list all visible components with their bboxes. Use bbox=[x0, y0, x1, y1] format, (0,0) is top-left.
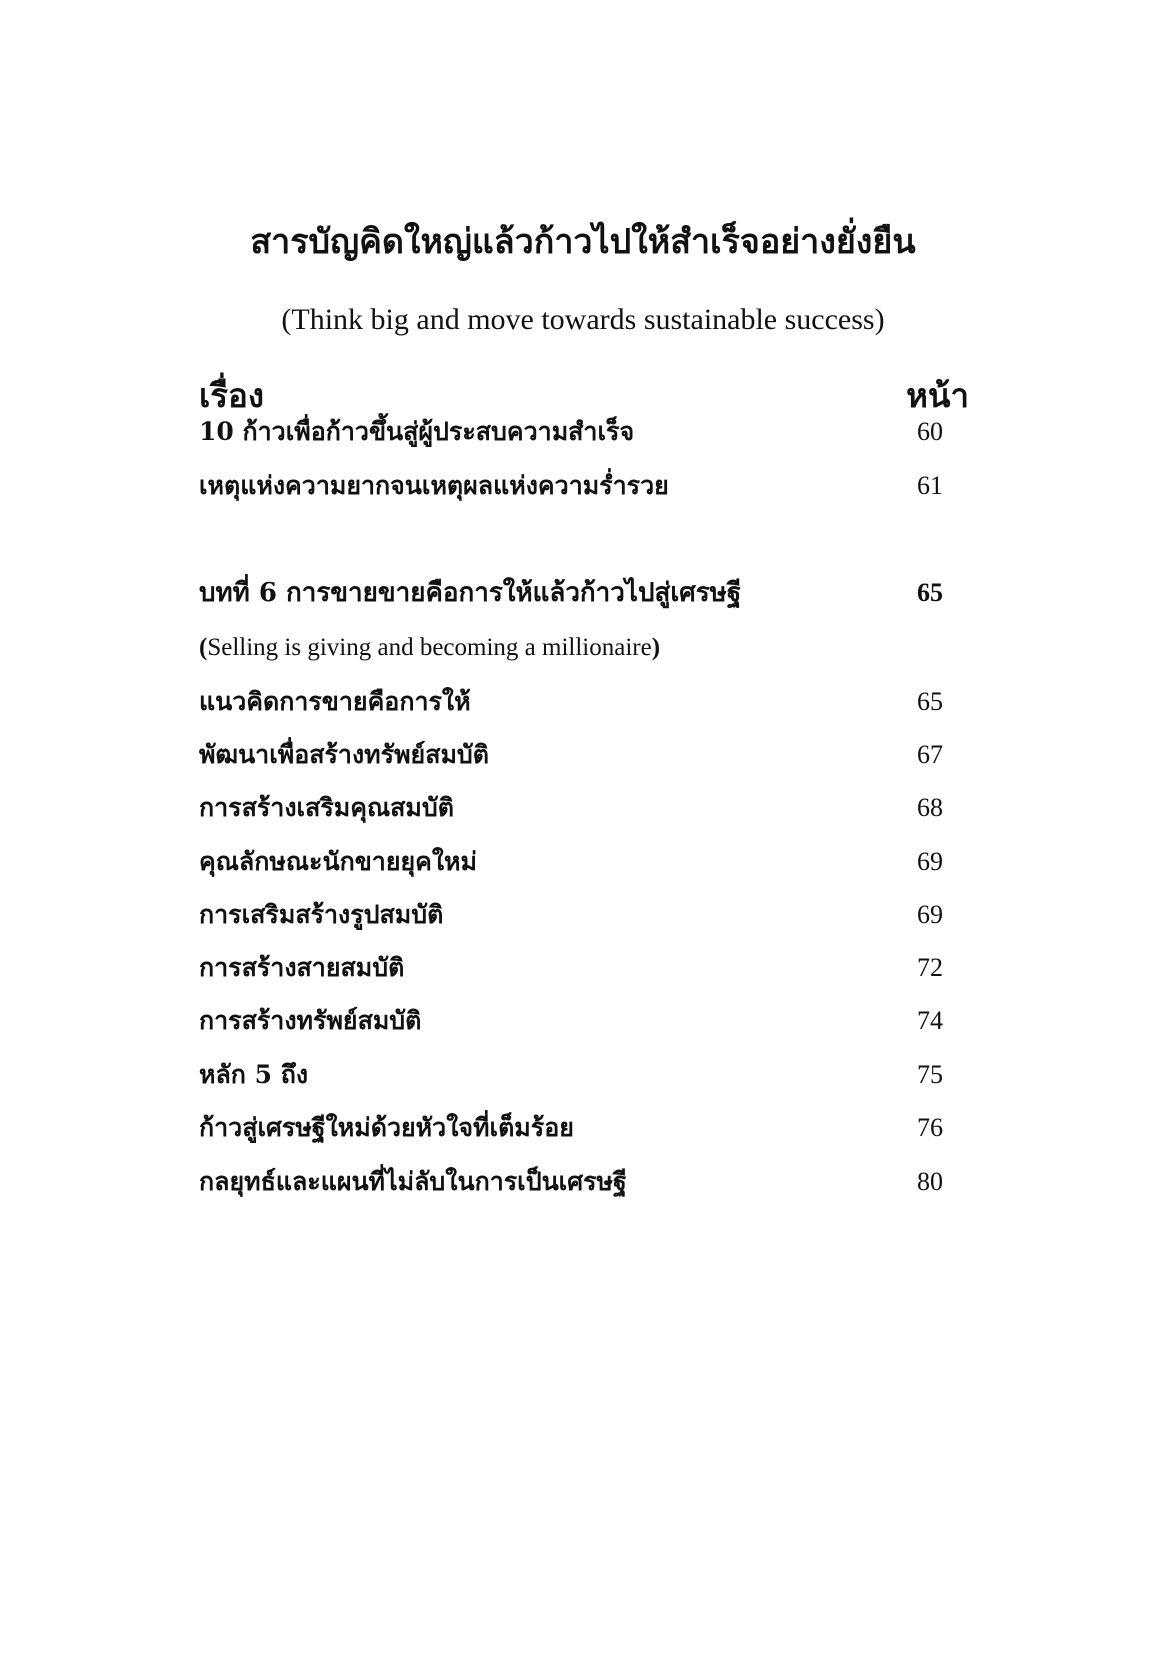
toc-entry-page: 69 bbox=[917, 900, 943, 929]
toc-entry-page: 74 bbox=[917, 1006, 943, 1035]
toc-entry-title: เหตุแห่งความยากจนเหตุผลแห่งความร่ำรวย bbox=[199, 471, 669, 500]
toc-entry-page: 72 bbox=[917, 953, 943, 982]
toc-entry-page: 60 bbox=[917, 417, 943, 446]
toc-entry-title: การสร้างเสริมคุณสมบัติ bbox=[199, 793, 455, 822]
page-subtitle: (Think big and move towards sustainable success) bbox=[281, 303, 885, 336]
toc-entry bbox=[199, 1160, 969, 1204]
page-title: สารบัญคิดใหญ่แล้วก้าวไปให้สำเร็จอย่างยั่งยืน bbox=[250, 222, 916, 262]
toc-entry bbox=[199, 464, 969, 508]
toc-entry bbox=[199, 840, 969, 884]
chapter-english-text: Selling is giving and becoming a millionaire bbox=[207, 634, 652, 661]
toc-entry-page: 75 bbox=[917, 1060, 943, 1089]
toc-entry-title: การสร้างทรัพย์สมบัติ bbox=[199, 1006, 422, 1035]
toc-entry-page: 68 bbox=[917, 793, 943, 822]
toc-entry-title: กลยุทธ์และแผนที่ไม่ลับในการเป็นเศรษฐี bbox=[199, 1167, 627, 1196]
toc-entry bbox=[199, 1053, 969, 1097]
topic-column-heading: เรื่อง bbox=[199, 376, 264, 415]
toc-entry-title: คุณลักษณะนักขายยุคใหม่ bbox=[199, 847, 478, 876]
toc-entry-page: 80 bbox=[917, 1167, 943, 1196]
chapter-page: 65 bbox=[917, 578, 943, 607]
close-paren: ) bbox=[651, 634, 661, 661]
toc-entry-page: 69 bbox=[917, 847, 943, 876]
toc-entry bbox=[199, 786, 969, 830]
chapter-heading bbox=[199, 571, 969, 615]
toc-entry-title: การสร้างสายสมบัติ bbox=[199, 953, 405, 982]
toc-entry-page: 67 bbox=[917, 740, 943, 769]
toc-entry bbox=[199, 946, 969, 990]
chapter-title: บทที่ 6 การขายขายคือการให้แล้วก้าวไปสู่เศรษฐี bbox=[199, 578, 742, 608]
toc-entry-title: การเสริมสร้างรูปสมบัติ bbox=[199, 900, 444, 929]
toc-entry-page: 61 bbox=[917, 471, 943, 500]
toc-entry-page: 76 bbox=[917, 1113, 943, 1142]
toc-entry-page: 65 bbox=[917, 687, 943, 716]
toc-entry bbox=[199, 999, 969, 1043]
toc-entry-title: ก้าวสู่เศรษฐีใหม่ด้วยหัวใจที่เต็มร้อย bbox=[199, 1113, 574, 1142]
table-of-contents bbox=[199, 0, 969, 1654]
toc-entry-title: 10 ก้าวเพื่อก้าวขึ้นสู่ผู้ประสบความสำเร็จ bbox=[199, 417, 635, 446]
toc-entry bbox=[199, 680, 969, 724]
toc-entry bbox=[199, 1106, 969, 1150]
toc-entry-title: แนวคิดการขายคือการให้ bbox=[199, 687, 471, 716]
toc-entry bbox=[199, 893, 969, 937]
toc-entry-title: หลัก 5 ถึง bbox=[199, 1060, 309, 1089]
chapter-english-title bbox=[199, 628, 660, 668]
toc-entry bbox=[199, 410, 969, 454]
open-paren: ( bbox=[199, 634, 208, 661]
toc-entry bbox=[199, 733, 969, 777]
page-column-heading: หน้า bbox=[906, 376, 969, 415]
toc-entry-title: พัฒนาเพื่อสร้างทรัพย์สมบัติ bbox=[199, 740, 490, 769]
